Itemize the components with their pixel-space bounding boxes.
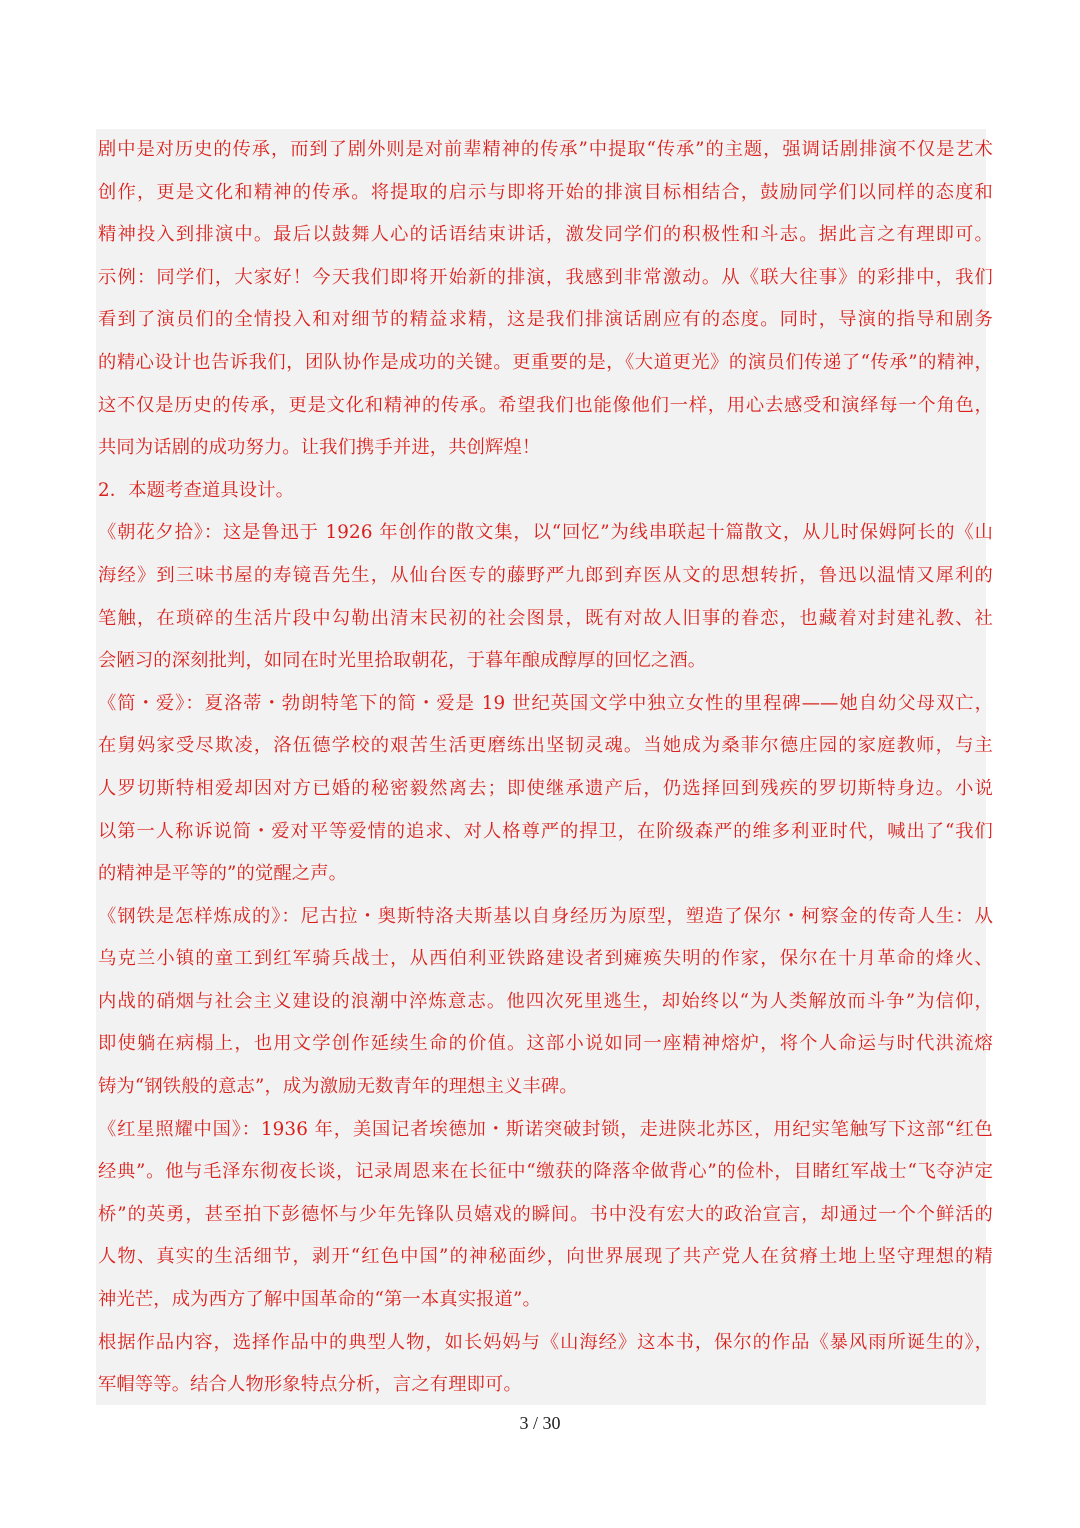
text-line: 铸为“钢铁般的意志”，成为激励无数青年的理想主义丰碑。 [98,1076,578,1098]
page-number: 3 / 30 [519,1413,561,1433]
text-line: 这不仅是历史的传承，更是文化和精神的传承。希望我们也能像他们一样，用心去感受和演绎每一个角色， [98,394,993,416]
text-line: 看到了演员们的全情投入和对细节的精益求精，这是我们排演话剧应有的态度。同时，导演的指导和剧务 [98,309,993,331]
answer-text [98,129,993,1407]
text-line: 经典”。他与毛泽东彻夜长谈，记录周恩来在长征中“缴获的降落伞做背心”的俭朴，目睹红军战士“飞夺泸定 [98,1161,993,1183]
text-line: 的精心设计也告诉我们，团队协作是成功的关键。更重要的是，《大道更光》的演员们传递了“传承”的精神， [98,351,993,373]
text-line: 创作，更是文化和精神的传承。将提取的启示与即将开始的排演目标相结合，鼓励同学们以同样的态度和 [98,181,993,203]
text-line: 人物、真实的生活细节，剥开“红色中国”的神秘面纱，向世界展现了共产党人在贫瘠土地上坚守理想的精 [98,1246,993,1268]
text-line: 《简・爱》：夏洛蒂・勃朗特笔下的简・爱是 19 世纪英国文学中独立女性的里程碑——她自幼父母双亡， [98,692,993,714]
text-line: 示例：同学们，大家好！今天我们即将开始新的排演，我感到非常激动。从《联大往事》的彩排中，我们 [98,266,993,288]
text-line: 人罗切斯特相爱却因对方已婚的秘密毅然离去；即使继承遗产后，仍选择回到残疾的罗切斯特身边。小说 [98,777,993,799]
text-line: 海经》到三味书屋的寿镜吾先生，从仙台医专的藤野严九郎到弃医从文的思想转折，鲁迅以温情又犀利的 [98,564,993,586]
text-line: 以第一人称诉说简・爱对平等爱情的追求、对人格尊严的捍卫，在阶级森严的维多利亚时代，喊出了“我们 [98,820,993,842]
text-line: 内战的硝烟与社会主义建设的浪潮中淬炼意志。他四次死里逃生，却始终以“为人类解放而斗争”为信仰， [98,990,993,1012]
text-line: 《钢铁是怎样炼成的》：尼古拉・奥斯特洛夫斯基以自身经历为原型，塑造了保尔・柯察金的传奇人生：从 [98,905,993,927]
text-line: 军帽等等。结合人物形象特点分析，言之有理即可。 [98,1374,522,1396]
text-line: 神光芒，成为西方了解中国革命的“第一本真实报道”。 [98,1289,541,1311]
text-line: 根据作品内容，选择作品中的典型人物，如长妈妈与《山海经》这本书，保尔的作品《暴风雨所诞生的》， [98,1331,993,1353]
text-line: 《红星照耀中国》：1936 年，美国记者埃德加・斯诺突破封锁，走进陕北苏区，用纪实笔触写下这部“红色 [98,1118,993,1140]
text-line: 剧中是对历史的传承，而到了剧外则是对前辈精神的传承”中提取“传承”的主题，强调话剧排演不仅是艺术 [98,139,993,160]
text-line: 会陋习的深刻批判，如同在时光里拾取朝花，于暮年酿成醇厚的回忆之酒。 [98,650,707,672]
text-line: 2．本题考查道具设计。 [98,479,295,501]
text-line: 共同为话剧的成功努力。让我们携手并进，共创辉煌！ [98,437,541,459]
text-line: 即使躺在病榻上，也用文学创作延续生命的价值。这部小说如同一座精神熔炉，将个人命运与时代洪流熔 [98,1033,993,1055]
text-line: 笔触，在琐碎的生活片段中勾勒出清末民初的社会图景，既有对故人旧事的眷恋，也藏着对封建礼教、社 [98,607,993,629]
text-line: 在舅妈家受尽欺凌，洛伍德学校的艰苦生活更磨练出坚韧灵魂。当她成为桑菲尔德庄园的家庭教师，与主 [98,735,993,757]
text-line: 的精神是平等的”的觉醒之声。 [98,863,348,885]
text-line: 乌克兰小镇的童工到红军骑兵战士，从西伯利亚铁路建设者到瘫痪失明的作家，保尔在十月革命的烽火、 [98,948,993,970]
text-line: 《朝花夕拾》：这是鲁迅于 1926 年创作的散文集，以“回忆”为线串联起十篇散文，从儿时保姆阿长的《山 [98,522,993,544]
text-line: 桥”的英勇，甚至拍下彭德怀与少年先锋队员嬉戏的瞬间。书中没有宏大的政治宣言，却通过一个个鲜活的 [98,1203,993,1225]
text-line: 精神投入到排演中。最后以鼓舞人心的话语结束讲话，激发同学们的积极性和斗志。据此言之有理即可。 [98,224,993,246]
